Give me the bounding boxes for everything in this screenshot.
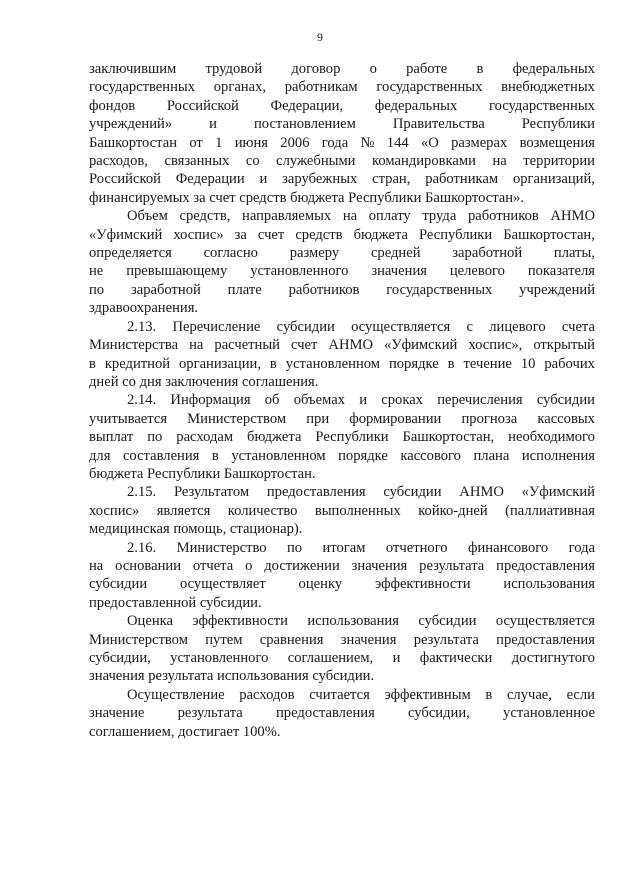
text-line: субсидии осуществляет оценку эффективности использования	[89, 576, 595, 593]
text-line: Российской Федерации и зарубежных стран, работникам организаций,	[89, 171, 595, 188]
text-line: значения результата использования субсидии.	[89, 668, 375, 685]
text-line: бюджета Республики Башкортостан.	[89, 465, 316, 482]
text-line: дней со дня заключения соглашения.	[89, 373, 319, 390]
paragraph	[89, 60, 595, 207]
paragraph	[89, 612, 595, 686]
text-line: Башкортостан от 1 июня 2006 года № 144 «О размерах возмещения	[89, 134, 595, 151]
text-line: на основании отчета о достижении значения результата предоставления	[89, 557, 595, 574]
text-line: Министерства на расчетный счет АНМО «Уфимский хоспис», открытый	[89, 337, 595, 354]
text-line: определяется согласно размеру средней заработной платы,	[89, 245, 595, 262]
text-line: государственных органах, работникам государственных внебюджетных	[89, 79, 595, 96]
text-line: 2.16. Министерство по итогам отчетного финансового года	[127, 539, 595, 556]
text-line: для составления в установленном порядке кассового плана исполнения	[89, 447, 595, 464]
text-line: в кредитной организации, в установленном порядке в течение 10 рабочих	[89, 355, 595, 372]
page-number: 9	[317, 30, 323, 44]
text-line: предоставленной субсидии.	[89, 594, 262, 611]
text-line: учитывается Министерством при формировании прогноза кассовых	[89, 410, 595, 427]
text-line: Объем средств, направляемых на оплату труда работников АНМО	[127, 208, 595, 225]
text-line: Министерством путем сравнения значения результата предоставления	[89, 631, 595, 648]
text-line: здравоохранения.	[89, 300, 199, 317]
text-line: 2.14. Информация об объемах и сроках перечисления субсидии	[127, 392, 595, 409]
text-line: 2.15. Результатом предоставления субсидии АНМО «Уфимский	[127, 484, 595, 501]
paragraph	[89, 539, 595, 613]
text-line: расходов, связанных со служебными командировками на территории	[89, 153, 595, 170]
text-line: «Уфимский хоспис» за счет средств бюджета Республики Башкортостан,	[89, 226, 595, 243]
paragraph	[89, 686, 595, 741]
text-line: выплат по расходам бюджета Республики Башкортостан, необходимого	[89, 429, 595, 446]
text-line: не превышающему установленного значения целевого показателя	[89, 263, 595, 280]
document-body	[89, 60, 595, 741]
text-line: учреждений» и постановлением Правительства Республики	[89, 116, 595, 133]
text-line: по заработной плате работников государственных учреждений	[89, 281, 595, 298]
text-line: фондов Российской Федерации, федеральных государственных	[89, 97, 595, 114]
paragraph	[89, 391, 595, 483]
paragraph	[89, 318, 595, 392]
text-line: заключившим трудовой договор о работе в федеральных	[89, 61, 595, 77]
paragraph	[89, 483, 595, 538]
text-line: 2.13. Перечисление субсидии осуществляется с лицевого счета	[127, 318, 595, 335]
text-line: значение результата предоставления субсидии, установленное	[89, 705, 595, 722]
text-line: соглашением, достигает 100%.	[89, 723, 281, 740]
text-line: финансируемых за счет средств бюджета Республики Башкортостан».	[89, 189, 524, 206]
paragraph	[89, 207, 595, 317]
text-line: Осуществление расходов считается эффективным в случае, если	[127, 686, 595, 703]
text-line: субсидии, установленного соглашением, и фактически достигнутого	[89, 650, 595, 666]
text-line: медицинская помощь, стационар).	[89, 521, 303, 538]
text-line: Оценка эффективности использования субсидии осуществляется	[127, 613, 595, 630]
text-line: хоспис» является количество выполненных койко-дней (паллиативная	[89, 502, 595, 519]
